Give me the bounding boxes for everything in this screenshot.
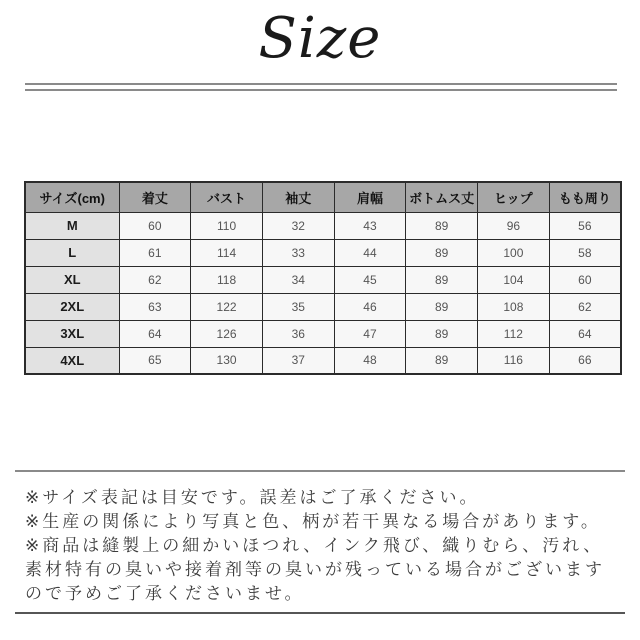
table-row xyxy=(25,266,621,293)
measurement-cell: 33 xyxy=(262,239,334,266)
note-line: ので予めご了承くださいませ。 xyxy=(25,584,305,603)
measurement-cell: 60 xyxy=(549,266,621,293)
size-label-cell: L xyxy=(25,239,119,266)
measurement-cell: 112 xyxy=(478,320,550,347)
size-label-cell: XL xyxy=(25,266,119,293)
table-row xyxy=(25,212,621,239)
size-label-cell: 2XL xyxy=(25,293,119,320)
measurement-cell: 34 xyxy=(262,266,334,293)
measurement-cell: 46 xyxy=(334,293,406,320)
table-row xyxy=(25,239,621,266)
measurement-cell: 64 xyxy=(119,320,191,347)
measurement-cell: 65 xyxy=(119,347,191,374)
measurement-cell: 47 xyxy=(334,320,406,347)
note-line: ※サイズ表記は目安です。誤差はご了承ください。 xyxy=(25,488,480,507)
column-header: 肩幅 xyxy=(334,182,406,212)
column-header: 袖丈 xyxy=(262,182,334,212)
measurement-cell: 89 xyxy=(406,266,478,293)
page-title: Size xyxy=(258,6,382,71)
measurement-cell: 96 xyxy=(478,212,550,239)
size-label-cell: 3XL xyxy=(25,320,119,347)
measurement-cell: 64 xyxy=(549,320,621,347)
measurement-cell: 89 xyxy=(406,293,478,320)
measurement-cell: 118 xyxy=(191,266,263,293)
measurement-cell: 62 xyxy=(549,293,621,320)
column-header: ボトムス丈 xyxy=(406,182,478,212)
column-header: 着丈 xyxy=(119,182,191,212)
measurement-cell: 43 xyxy=(334,212,406,239)
measurement-cell: 100 xyxy=(478,239,550,266)
size-label-cell: 4XL xyxy=(25,347,119,374)
column-header: ヒップ xyxy=(478,182,550,212)
column-header-size-unit: サイズ(cm) xyxy=(25,182,119,212)
size-label-cell: M xyxy=(25,212,119,239)
table-row xyxy=(25,347,621,374)
measurement-cell: 37 xyxy=(262,347,334,374)
table-row xyxy=(25,320,621,347)
table-row xyxy=(25,293,621,320)
measurement-cell: 122 xyxy=(191,293,263,320)
column-header: バスト xyxy=(191,182,263,212)
measurement-cell: 44 xyxy=(334,239,406,266)
table-header-row xyxy=(25,182,621,212)
measurement-cell: 89 xyxy=(406,347,478,374)
measurement-cell: 61 xyxy=(119,239,191,266)
measurement-cell: 108 xyxy=(478,293,550,320)
measurement-cell: 104 xyxy=(478,266,550,293)
measurement-cell: 130 xyxy=(191,347,263,374)
measurement-cell: 89 xyxy=(406,239,478,266)
size-table xyxy=(24,181,622,375)
notes-box xyxy=(15,470,625,614)
measurement-cell: 66 xyxy=(549,347,621,374)
note-line: ※生産の関係により写真と色、柄が若干異なる場合があります。 xyxy=(25,512,601,531)
measurement-cell: 126 xyxy=(191,320,263,347)
measurement-cell: 116 xyxy=(478,347,550,374)
measurement-cell: 114 xyxy=(191,239,263,266)
measurement-cell: 62 xyxy=(119,266,191,293)
measurement-cell: 32 xyxy=(262,212,334,239)
measurement-cell: 60 xyxy=(119,212,191,239)
note-line: ※商品は縫製上の細かいほつれ、インク飛び、織りむら、汚れ、 xyxy=(25,536,604,555)
title-divider-double-rule xyxy=(25,83,617,91)
measurement-cell: 36 xyxy=(262,320,334,347)
notes-text xyxy=(25,486,621,606)
column-header: もも周り xyxy=(549,182,621,212)
measurement-cell: 45 xyxy=(334,266,406,293)
measurement-cell: 89 xyxy=(406,212,478,239)
measurement-cell: 63 xyxy=(119,293,191,320)
note-line: 素材特有の臭いや接着剤等の臭いが残っている場合がございます xyxy=(25,560,605,579)
measurement-cell: 110 xyxy=(191,212,263,239)
measurement-cell: 89 xyxy=(406,320,478,347)
measurement-cell: 35 xyxy=(262,293,334,320)
measurement-cell: 48 xyxy=(334,347,406,374)
measurement-cell: 58 xyxy=(549,239,621,266)
measurement-cell: 56 xyxy=(549,212,621,239)
